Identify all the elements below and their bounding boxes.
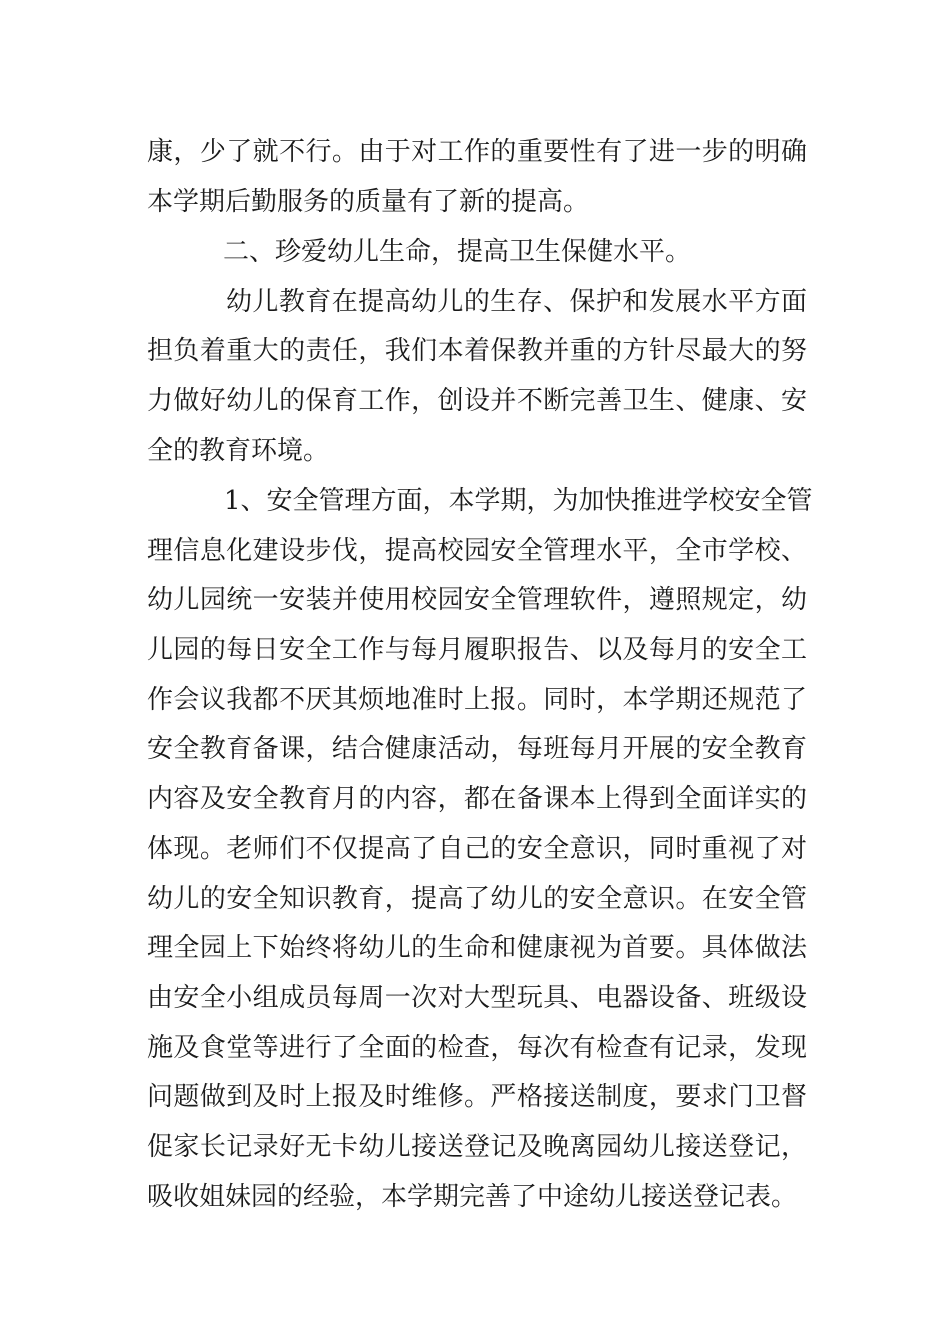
text-line: 问题做到及时上报及时维修。严格接送制度，要求门卫督: [147, 1082, 807, 1112]
text-line: 内容及安全教育月的内容，都在备课本上得到全面详实的: [147, 784, 807, 814]
text-line: 本学期后勤服务的质量有了新的提高。: [147, 187, 590, 217]
text-line: 理信息化建设步伐，提高校园安全管理水平，全市学校、: [147, 536, 807, 566]
text-line: 安全教育备课，结合健康活动，每班每月开展的安全教育: [147, 734, 807, 764]
text-line: 力做好幼儿的保育工作，创设并不断完善卫生、健康、安: [147, 386, 807, 416]
section-heading: 二、珍爱幼儿生命，提高卫生保健水平。: [223, 237, 692, 267]
text-line: 担负着重大的责任，我们本着保教并重的方针尽最大的努: [147, 336, 807, 366]
text-line: 由安全小组成员每周一次对大型玩具、电器设备、班级设: [147, 983, 807, 1013]
text-line: 吸收姐妹园的经验，本学期完善了中途幼儿接送登记表。: [147, 1182, 798, 1212]
text-line: 1、安全管理方面，本学期，为加快推进学校安全管: [224, 486, 813, 516]
text-line: 幼儿的安全知识教育，提高了幼儿的安全意识。在安全管: [147, 884, 807, 914]
text-line: 幼儿园统一安装并使用校园安全管理软件，遵照规定，幼: [147, 585, 807, 615]
text-line: 理全园上下始终将幼儿的生命和健康视为首要。具体做法: [147, 933, 807, 963]
text-line: 体现。老师们不仅提高了自己的安全意识，同时重视了对: [147, 834, 807, 864]
text-line: 幼儿教育在提高幼儿的生存、保护和发展水平方面: [226, 287, 807, 317]
text-line: 康，少了就不行。由于对工作的重要性有了进一步的明确: [147, 137, 807, 167]
text-line: 作会议我都不厌其烦地准时上报。同时，本学期还规范了: [147, 685, 807, 715]
text-line: 施及食堂等进行了全面的检查，每次有检查有记录，发现: [147, 1033, 807, 1063]
text-line: 全的教育环境。: [147, 436, 330, 466]
text-line: 促家长记录好无卡幼儿接送登记及晚离园幼儿接送登记，: [147, 1132, 807, 1162]
text-line: 儿园的每日安全工作与每月履职报告、以及每月的安全工: [147, 635, 807, 665]
